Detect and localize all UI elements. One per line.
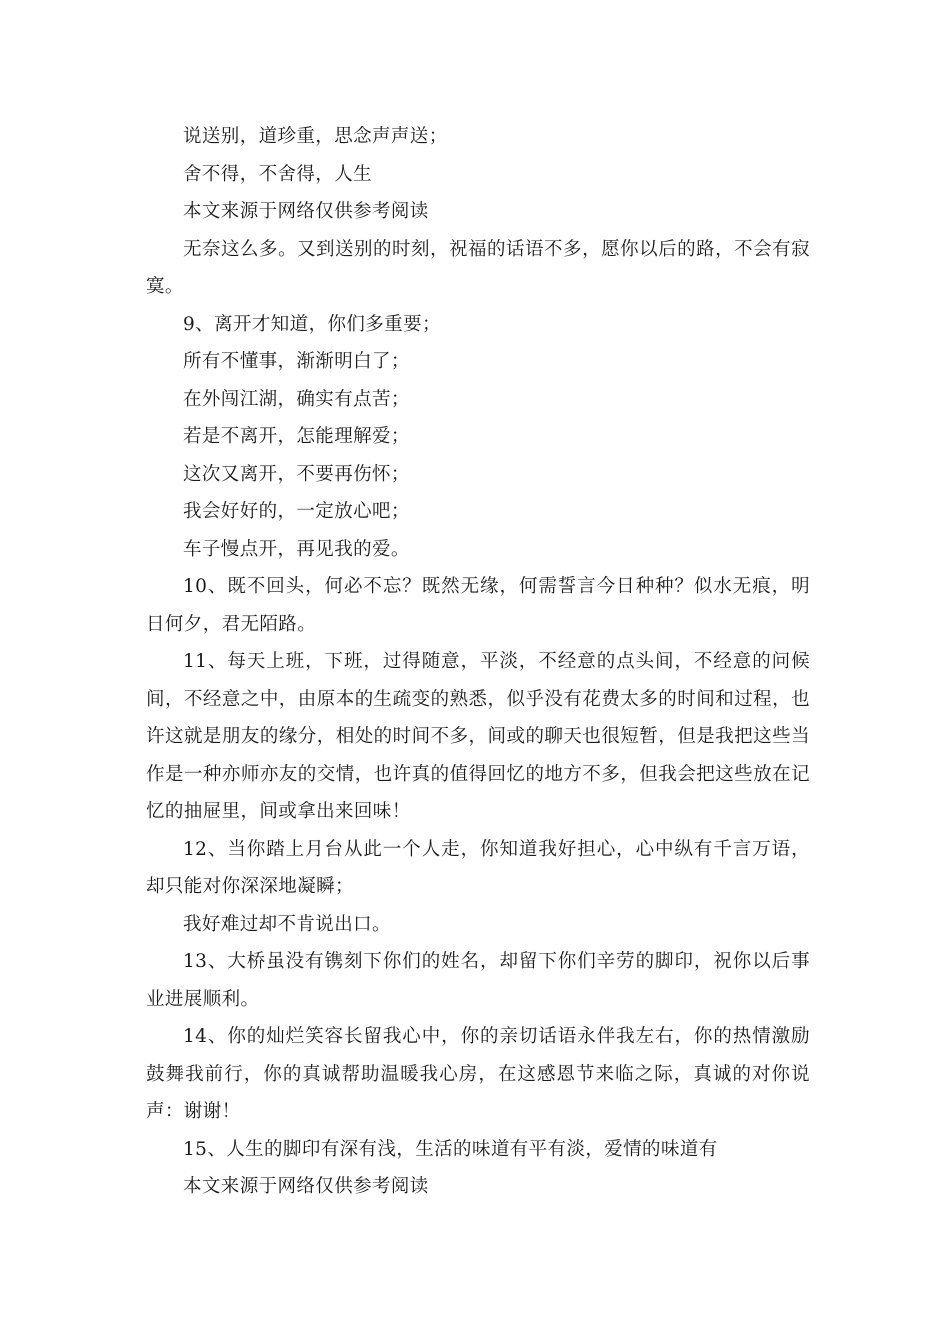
list-item-heading: 9、离开才知道，你们多重要； [183, 313, 441, 335]
text-line: 若是不离开，怎能理解爱； [183, 426, 410, 447]
document-body [146, 118, 810, 1206]
text-line: 我会好好的，一定放心吧； [183, 501, 410, 522]
paragraph: 14、你的灿烂笑容长留我心中，你的亲切话语永伴我左右，你的热情激励鼓舞我前行，你的真诚帮助温暖我心房，在这感恩节来临之际，真诚的对你说声：谢谢！ [146, 1026, 810, 1122]
text-line: 舍不得，不舍得，人生 [183, 163, 373, 185]
text-line: 我好难过却不肯说出口。 [183, 913, 391, 935]
text-line: 所有不懂事，渐渐明白了； [183, 351, 410, 372]
paragraph: 无奈这么多。又到送别的时刻，祝福的话语不多，愿你以后的路，不会有寂寞。 [146, 238, 810, 297]
paragraph: 13、大桥虽没有镌刻下你们的姓名，却留下你们辛劳的脚印，祝你以后事业进展顺利。 [146, 951, 810, 1010]
paragraph: 10、既不回头，何必不忘？既然无缘，何需誓言今日种种？似水无痕，明日何夕，君无陌路。 [146, 576, 810, 635]
text-line: 这次又离开，不要再伤怀； [183, 463, 410, 485]
text-line: 说送别，道珍重，思念声声送； [183, 126, 448, 147]
source-note: 本文来源于网络仅供参考阅读 [183, 201, 429, 222]
paragraph: 11、每天上班，下班，过得随意，平淡，不经意的点头间，不经意的问候间，不经意之中，由原本的生疏变的熟悉，似乎没有花费太多的时间和过程，也许这就是朋友的缘分，相处的时间不多，间或的聊天也很短暂，但是我把这些当作是一种亦师亦友的交情，也许真的值得回忆的地方不多，但我会把这些放在记忆的抽屉里，间或拿出来回味！ [146, 651, 810, 822]
paragraph: 12、当你踏上月台从此一个人走，你知道我好担心，心中纵有千言万语，却只能对你深深地凝瞬； [146, 838, 810, 897]
text-line: 车子慢点开，再见我的爱。 [183, 538, 410, 560]
source-note: 本文来源于网络仅供参考阅读 [183, 1176, 429, 1197]
text-line: 15、人生的脚印有深有浅，生活的味道有平有淡，爱情的味道有 [183, 1138, 718, 1160]
text-line: 在外闯江湖，确实有点苦； [183, 388, 410, 410]
